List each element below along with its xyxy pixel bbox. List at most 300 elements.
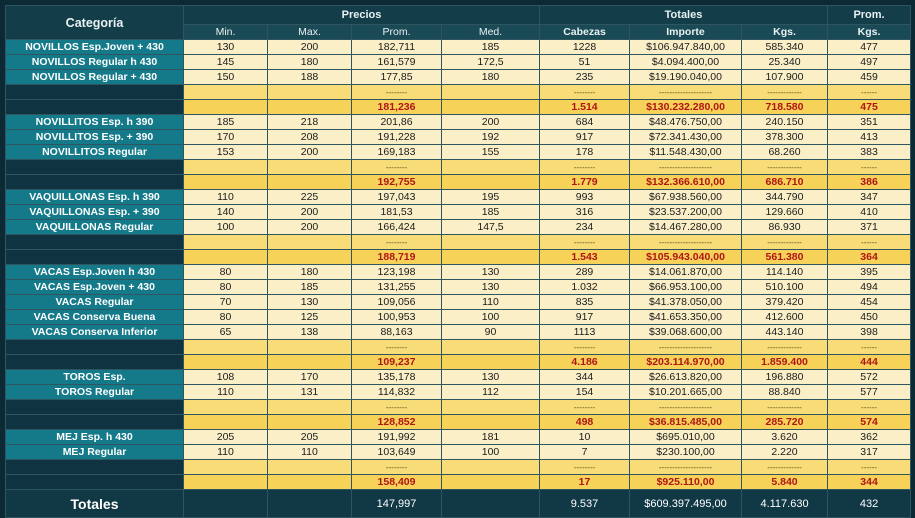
cell-kgs: 25.340 — [742, 55, 828, 70]
cell-med: 192 — [442, 130, 540, 145]
table-row — [6, 70, 911, 85]
cell-kgs: 88.840 — [742, 385, 828, 400]
cell-min — [184, 400, 268, 415]
totals-min — [184, 490, 268, 518]
cell-name: NOVILLOS Esp.Joven + 430 — [6, 40, 184, 55]
cell-med — [442, 355, 540, 370]
totals-importe: $609.397.495,00 — [630, 490, 742, 518]
table-row — [6, 310, 911, 325]
cell-name: VAQUILLONAS Esp. + 390 — [6, 205, 184, 220]
cell-name: NOVILLITOS Regular — [6, 145, 184, 160]
cell-name — [6, 100, 184, 115]
table-row — [6, 40, 911, 55]
separator-row — [6, 235, 911, 250]
cell-cabezas: 178 — [540, 145, 630, 160]
cell-min: 150 — [184, 70, 268, 85]
table-row — [6, 190, 911, 205]
cell-prom: -------- — [352, 160, 442, 175]
totals-max — [268, 490, 352, 518]
cell-med: 172,5 — [442, 55, 540, 70]
cell-max: 180 — [268, 55, 352, 70]
prices-table — [5, 5, 911, 518]
cell-med — [442, 415, 540, 430]
cell-cabezas: 993 — [540, 190, 630, 205]
cell-max — [268, 340, 352, 355]
cell-max: 188 — [268, 70, 352, 85]
header-precios: Precios — [184, 6, 540, 25]
cell-min: 110 — [184, 190, 268, 205]
cell-max — [268, 400, 352, 415]
cell-promkgs: 450 — [828, 310, 911, 325]
cell-prom: 131,255 — [352, 280, 442, 295]
cell-importe: -------------------- — [630, 85, 742, 100]
cell-med: 100 — [442, 310, 540, 325]
cell-importe: $41.653.350,00 — [630, 310, 742, 325]
cell-name — [6, 175, 184, 190]
cell-min — [184, 340, 268, 355]
cell-prom: 103,649 — [352, 445, 442, 460]
cell-importe: $695.010,00 — [630, 430, 742, 445]
cell-name — [6, 400, 184, 415]
cell-min — [184, 175, 268, 190]
cell-promkgs: 347 — [828, 190, 911, 205]
cell-min: 108 — [184, 370, 268, 385]
cell-med — [442, 250, 540, 265]
cell-min: 100 — [184, 220, 268, 235]
cell-min: 185 — [184, 115, 268, 130]
cell-name: VACAS Esp.Joven + 430 — [6, 280, 184, 295]
cell-cabezas: 4.186 — [540, 355, 630, 370]
cell-min — [184, 415, 268, 430]
cell-kgs: 285.720 — [742, 415, 828, 430]
cell-kgs: 107.900 — [742, 70, 828, 85]
subtotal-row — [6, 415, 911, 430]
cell-prom: -------- — [352, 235, 442, 250]
cell-min: 110 — [184, 385, 268, 400]
cell-name — [6, 355, 184, 370]
cell-promkgs: 413 — [828, 130, 911, 145]
cell-promkgs: ------ — [828, 235, 911, 250]
cell-max: 130 — [268, 295, 352, 310]
cell-promkgs: 444 — [828, 355, 911, 370]
cell-med: 180 — [442, 70, 540, 85]
cell-prom: 88,163 — [352, 325, 442, 340]
cell-prom: 109,237 — [352, 355, 442, 370]
totals-prom-kgs: 432 — [828, 490, 911, 518]
cell-cabezas: -------- — [540, 460, 630, 475]
cell-cabezas: 154 — [540, 385, 630, 400]
cell-med: 130 — [442, 280, 540, 295]
table-body — [6, 40, 911, 490]
cell-max: 218 — [268, 115, 352, 130]
separator-row — [6, 460, 911, 475]
cell-promkgs: 477 — [828, 40, 911, 55]
cell-kgs: 344.790 — [742, 190, 828, 205]
cell-max: 185 — [268, 280, 352, 295]
cell-promkgs: 459 — [828, 70, 911, 85]
cell-promkgs: 398 — [828, 325, 911, 340]
cell-prom: 169,183 — [352, 145, 442, 160]
separator-row — [6, 340, 911, 355]
cell-promkgs: 572 — [828, 370, 911, 385]
cell-promkgs: ------ — [828, 460, 911, 475]
cell-prom: 123,198 — [352, 265, 442, 280]
table-row — [6, 280, 911, 295]
cell-med — [442, 460, 540, 475]
cell-min: 140 — [184, 205, 268, 220]
totals-cabezas: 9.537 — [540, 490, 630, 518]
cell-prom: -------- — [352, 85, 442, 100]
cell-cabezas: 1228 — [540, 40, 630, 55]
cell-importe: $48.476.750,00 — [630, 115, 742, 130]
cell-importe: $41.378.050,00 — [630, 295, 742, 310]
cell-kgs: ------------- — [742, 85, 828, 100]
cell-max — [268, 160, 352, 175]
cell-max: 200 — [268, 220, 352, 235]
cell-kgs: 379.420 — [742, 295, 828, 310]
cell-prom: 192,755 — [352, 175, 442, 190]
table-row — [6, 445, 911, 460]
cell-prom: 128,852 — [352, 415, 442, 430]
cell-min — [184, 100, 268, 115]
header-prom: Prom. — [828, 6, 911, 25]
cell-max — [268, 415, 352, 430]
cell-promkgs: 317 — [828, 445, 911, 460]
totals-kgs: 4.117.630 — [742, 490, 828, 518]
cell-med: 200 — [442, 115, 540, 130]
cell-kgs: 2.220 — [742, 445, 828, 460]
cell-promkgs: 383 — [828, 145, 911, 160]
cell-med: 185 — [442, 40, 540, 55]
cell-max: 138 — [268, 325, 352, 340]
subtotal-row — [6, 355, 911, 370]
totals-label: Totales — [6, 490, 184, 518]
table-row — [6, 265, 911, 280]
cell-min: 110 — [184, 445, 268, 460]
cell-importe: $925.110,00 — [630, 475, 742, 490]
cell-min: 130 — [184, 40, 268, 55]
totals-row — [6, 490, 911, 518]
subtotal-row — [6, 175, 911, 190]
cell-promkgs: 386 — [828, 175, 911, 190]
cell-cabezas: -------- — [540, 160, 630, 175]
cell-promkgs: 574 — [828, 415, 911, 430]
cell-med: 130 — [442, 265, 540, 280]
col-prom: Prom. — [352, 25, 442, 40]
cell-prom: 201,86 — [352, 115, 442, 130]
cell-cabezas: 684 — [540, 115, 630, 130]
col-importe: Importe — [630, 25, 742, 40]
cell-cabezas: -------- — [540, 235, 630, 250]
cell-name: NOVILLOS Regular h 430 — [6, 55, 184, 70]
cell-min: 205 — [184, 430, 268, 445]
cell-kgs: ------------- — [742, 340, 828, 355]
cell-kgs: ------------- — [742, 160, 828, 175]
cell-cabezas: 1.032 — [540, 280, 630, 295]
cell-med: 130 — [442, 370, 540, 385]
cell-prom: 177,85 — [352, 70, 442, 85]
cell-kgs: 114.140 — [742, 265, 828, 280]
table-row — [6, 385, 911, 400]
subtotal-row — [6, 475, 911, 490]
cell-min: 80 — [184, 310, 268, 325]
cell-importe: $67.938.560,00 — [630, 190, 742, 205]
cell-min: 70 — [184, 295, 268, 310]
cell-med: 110 — [442, 295, 540, 310]
cell-med: 112 — [442, 385, 540, 400]
cell-importe: $39.068.600,00 — [630, 325, 742, 340]
cell-importe: -------------------- — [630, 460, 742, 475]
table-row — [6, 130, 911, 145]
cell-name: TOROS Esp. — [6, 370, 184, 385]
subtotal-row — [6, 100, 911, 115]
header-row — [6, 6, 911, 25]
cell-min — [184, 235, 268, 250]
table-row — [6, 205, 911, 220]
cell-kgs: 378.300 — [742, 130, 828, 145]
cell-max — [268, 475, 352, 490]
cell-max — [268, 235, 352, 250]
cell-prom: -------- — [352, 460, 442, 475]
cell-cabezas: 835 — [540, 295, 630, 310]
cell-prom: 181,53 — [352, 205, 442, 220]
cell-min — [184, 460, 268, 475]
cell-kgs: 443.140 — [742, 325, 828, 340]
cell-cabezas: -------- — [540, 85, 630, 100]
cell-prom: 191,992 — [352, 430, 442, 445]
cell-max: 200 — [268, 145, 352, 160]
cell-kgs: 510.100 — [742, 280, 828, 295]
cell-kgs: 68.260 — [742, 145, 828, 160]
cell-importe: $203.114.970,00 — [630, 355, 742, 370]
cell-importe: -------------------- — [630, 340, 742, 355]
cell-cabezas: 917 — [540, 310, 630, 325]
cell-med — [442, 160, 540, 175]
cell-min — [184, 160, 268, 175]
cell-max — [268, 355, 352, 370]
cell-name: VAQUILLONAS Esp. h 390 — [6, 190, 184, 205]
cell-importe: -------------------- — [630, 235, 742, 250]
cell-cabezas: 1.514 — [540, 100, 630, 115]
cell-prom: 182,711 — [352, 40, 442, 55]
cell-min — [184, 85, 268, 100]
cell-promkgs: 362 — [828, 430, 911, 445]
cell-kgs: 196.880 — [742, 370, 828, 385]
cell-prom: -------- — [352, 340, 442, 355]
cell-prom: 135,178 — [352, 370, 442, 385]
cell-name: VACAS Regular — [6, 295, 184, 310]
cell-promkgs: ------ — [828, 340, 911, 355]
col-min: Min. — [184, 25, 268, 40]
cell-name — [6, 415, 184, 430]
cell-max — [268, 250, 352, 265]
cell-cabezas: -------- — [540, 400, 630, 415]
cell-name — [6, 460, 184, 475]
cell-kgs: 585.340 — [742, 40, 828, 55]
cell-kgs: ------------- — [742, 460, 828, 475]
table-row — [6, 370, 911, 385]
table-row — [6, 325, 911, 340]
cell-importe: $66.953.100,00 — [630, 280, 742, 295]
cell-max: 131 — [268, 385, 352, 400]
cell-med: 155 — [442, 145, 540, 160]
cell-kgs: 1.859.400 — [742, 355, 828, 370]
cell-cabezas: 235 — [540, 70, 630, 85]
cell-max: 225 — [268, 190, 352, 205]
cell-prom: 197,043 — [352, 190, 442, 205]
cell-name: NOVILLOS Regular + 430 — [6, 70, 184, 85]
cell-importe: $130.232.280,00 — [630, 100, 742, 115]
cell-max — [268, 100, 352, 115]
cell-med — [442, 340, 540, 355]
col-cabezas: Cabezas — [540, 25, 630, 40]
cell-prom: 191,228 — [352, 130, 442, 145]
cell-med: 90 — [442, 325, 540, 340]
cell-max: 200 — [268, 40, 352, 55]
col-prom-kgs: Kgs. — [828, 25, 911, 40]
table-row — [6, 295, 911, 310]
cell-max: 180 — [268, 265, 352, 280]
cell-importe: -------------------- — [630, 400, 742, 415]
cell-prom: 158,409 — [352, 475, 442, 490]
cell-prom: 161,579 — [352, 55, 442, 70]
cell-prom: 109,056 — [352, 295, 442, 310]
cell-name — [6, 235, 184, 250]
cell-med — [442, 100, 540, 115]
header-totales: Totales — [540, 6, 828, 25]
cell-kgs: 129.660 — [742, 205, 828, 220]
cell-max: 200 — [268, 205, 352, 220]
cell-med: 195 — [442, 190, 540, 205]
table-row — [6, 55, 911, 70]
header-categoria: Categoría — [6, 6, 184, 40]
cell-max: 110 — [268, 445, 352, 460]
cell-kgs: 86.930 — [742, 220, 828, 235]
cell-importe: $230.100,00 — [630, 445, 742, 460]
cell-max: 208 — [268, 130, 352, 145]
cell-importe: $19.190.040,00 — [630, 70, 742, 85]
cell-max — [268, 85, 352, 100]
table-row — [6, 220, 911, 235]
cell-importe: $23.537.200,00 — [630, 205, 742, 220]
table-row — [6, 430, 911, 445]
cell-min: 170 — [184, 130, 268, 145]
cell-med — [442, 475, 540, 490]
cell-name: VACAS Conserva Inferior — [6, 325, 184, 340]
cell-kgs: 561.380 — [742, 250, 828, 265]
cell-med — [442, 175, 540, 190]
cell-promkgs: 351 — [828, 115, 911, 130]
cell-max: 170 — [268, 370, 352, 385]
cell-importe: $36.815.485,00 — [630, 415, 742, 430]
cell-min: 80 — [184, 280, 268, 295]
cell-importe: $132.366.610,00 — [630, 175, 742, 190]
cell-med: 147,5 — [442, 220, 540, 235]
cell-name — [6, 250, 184, 265]
cell-cabezas: 498 — [540, 415, 630, 430]
separator-row — [6, 85, 911, 100]
cell-importe: $72.341.430,00 — [630, 130, 742, 145]
cell-prom: 188,719 — [352, 250, 442, 265]
cell-med: 181 — [442, 430, 540, 445]
col-max: Max. — [268, 25, 352, 40]
cell-min — [184, 475, 268, 490]
cell-promkgs: ------ — [828, 400, 911, 415]
cell-promkgs: 475 — [828, 100, 911, 115]
cell-prom: 100,953 — [352, 310, 442, 325]
cell-kgs: ------------- — [742, 235, 828, 250]
cell-prom: 114,832 — [352, 385, 442, 400]
cell-prom: 181,236 — [352, 100, 442, 115]
col-kgs: Kgs. — [742, 25, 828, 40]
cell-name — [6, 160, 184, 175]
cell-cabezas: 1113 — [540, 325, 630, 340]
cell-med — [442, 235, 540, 250]
cell-max: 205 — [268, 430, 352, 445]
cell-kgs: 5.840 — [742, 475, 828, 490]
cell-name: NOVILLITOS Esp. h 390 — [6, 115, 184, 130]
cell-importe: $11.548.430,00 — [630, 145, 742, 160]
cell-min — [184, 355, 268, 370]
cell-cabezas: 289 — [540, 265, 630, 280]
cell-kgs: 240.150 — [742, 115, 828, 130]
cell-cabezas: 7 — [540, 445, 630, 460]
cell-min — [184, 250, 268, 265]
cell-cabezas: 1.779 — [540, 175, 630, 190]
cell-name: MEJ Regular — [6, 445, 184, 460]
cell-importe: $106.947.840,00 — [630, 40, 742, 55]
cell-importe: $105.943.040,00 — [630, 250, 742, 265]
totals-prom: 147,997 — [352, 490, 442, 518]
cell-kgs: 718.580 — [742, 100, 828, 115]
cell-kgs: 412.600 — [742, 310, 828, 325]
cell-importe: $10.201.665,00 — [630, 385, 742, 400]
cell-promkgs: ------ — [828, 160, 911, 175]
table-row — [6, 115, 911, 130]
cell-importe: $14.467.280,00 — [630, 220, 742, 235]
cell-prom: -------- — [352, 400, 442, 415]
cell-cabezas: 1.543 — [540, 250, 630, 265]
subtotal-row — [6, 250, 911, 265]
cell-promkgs: ------ — [828, 85, 911, 100]
cell-kgs: 686.710 — [742, 175, 828, 190]
cell-promkgs: 364 — [828, 250, 911, 265]
cell-name: TOROS Regular — [6, 385, 184, 400]
cell-name: VACAS Conserva Buena — [6, 310, 184, 325]
cell-prom: 166,424 — [352, 220, 442, 235]
cell-promkgs: 371 — [828, 220, 911, 235]
totals-med — [442, 490, 540, 518]
cell-importe: $4.094.400,00 — [630, 55, 742, 70]
cell-kgs: ------------- — [742, 400, 828, 415]
cell-name: VAQUILLONAS Regular — [6, 220, 184, 235]
cell-name: VACAS Esp.Joven h 430 — [6, 265, 184, 280]
cell-cabezas: 917 — [540, 130, 630, 145]
separator-row — [6, 400, 911, 415]
cell-importe: $14.061.870,00 — [630, 265, 742, 280]
cell-min: 153 — [184, 145, 268, 160]
cell-cabezas: 344 — [540, 370, 630, 385]
cell-med: 185 — [442, 205, 540, 220]
cell-med: 100 — [442, 445, 540, 460]
cell-promkgs: 344 — [828, 475, 911, 490]
table-row — [6, 145, 911, 160]
cell-cabezas: -------- — [540, 340, 630, 355]
cell-cabezas: 51 — [540, 55, 630, 70]
cell-promkgs: 410 — [828, 205, 911, 220]
cell-promkgs: 497 — [828, 55, 911, 70]
separator-row — [6, 160, 911, 175]
